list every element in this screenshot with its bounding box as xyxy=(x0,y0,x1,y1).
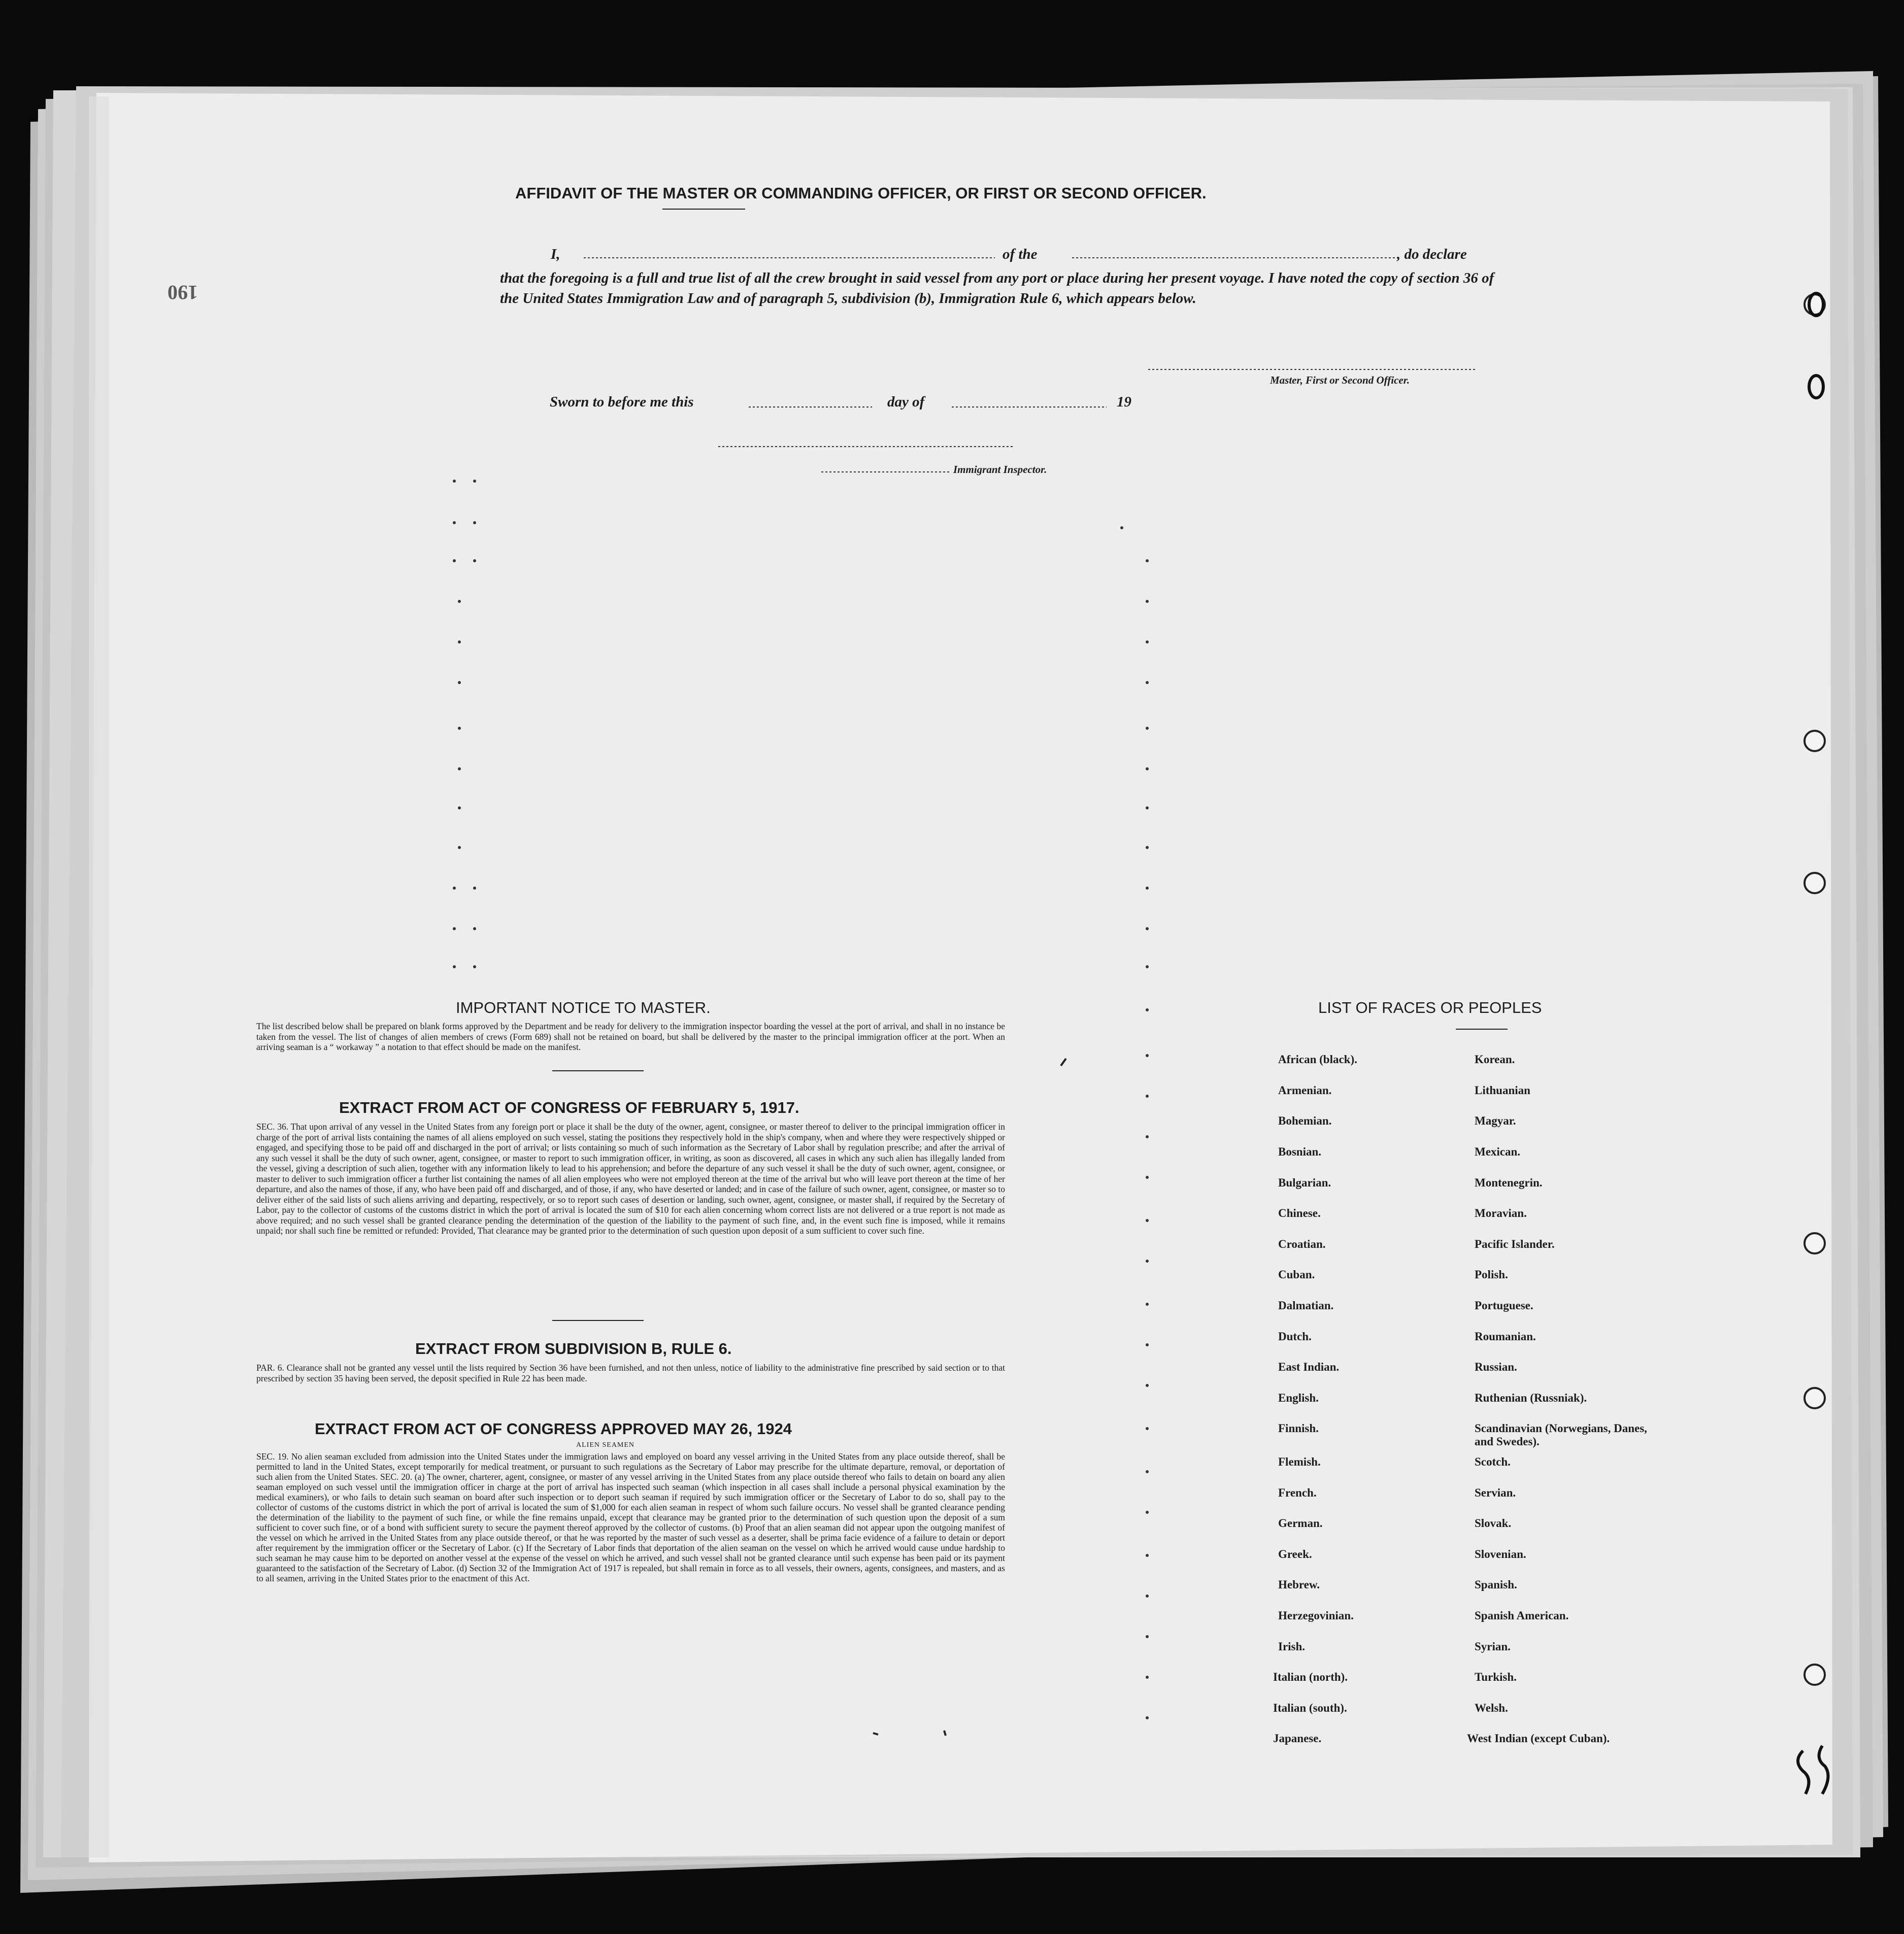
race-item: Italian (south). xyxy=(1273,1702,1347,1714)
race-item: Cuban. xyxy=(1278,1268,1315,1281)
race-item: English. xyxy=(1278,1392,1319,1404)
race-item: African (black). xyxy=(1278,1053,1357,1066)
race-item: Slovak. xyxy=(1475,1517,1512,1530)
race-item: Polish. xyxy=(1475,1268,1508,1281)
race-item: German. xyxy=(1278,1517,1323,1530)
race-item: Italian (north). xyxy=(1273,1671,1348,1683)
race-item: Spanish. xyxy=(1475,1578,1517,1591)
race-item: Syrian. xyxy=(1475,1640,1511,1653)
affidavit-i-label: I, xyxy=(551,246,560,262)
race-item: West Indian (except Cuban). xyxy=(1467,1732,1610,1745)
affidavit-declare-label: , do declare xyxy=(1397,246,1467,262)
race-item: Russian. xyxy=(1475,1361,1517,1373)
inspector-label: Immigrant Inspector. xyxy=(953,463,1047,476)
race-item: Welsh. xyxy=(1475,1702,1508,1714)
race-item: Armenian. xyxy=(1278,1084,1332,1097)
margin-number: 190 xyxy=(168,281,198,304)
race-item: Servian. xyxy=(1475,1486,1516,1499)
sworn-prefix: Sworn to before me this xyxy=(550,394,694,410)
extract-rule6-body: PAR. 6. Clearance shall not be granted any vessel until the lists required by Section 36 have been furnished, and not then unless, notice of liability to the administrative fine prescribed by said section or to that prescribed by section 35 having been served, the deposit specified in Rule 22 has been made. xyxy=(256,1363,1005,1383)
race-item: Dalmatian. xyxy=(1278,1299,1334,1312)
race-item: Croatian. xyxy=(1278,1238,1326,1250)
race-item: Finnish. xyxy=(1278,1422,1319,1435)
notice-title: IMPORTANT NOTICE TO MASTER. xyxy=(456,999,711,1016)
race-item: Greek. xyxy=(1278,1548,1312,1560)
race-item: Turkish. xyxy=(1475,1671,1517,1683)
race-item: Moravian. xyxy=(1475,1207,1527,1219)
affidavit-body: that the foregoing is a full and true list of all the crew brought in said vessel from any port or place during her present voyage. I have noted the copy of section 36 of the United States Immigration Law and of paragraph 5, subdivision (b), Immigration Rule 6, which appears below. xyxy=(500,270,1494,307)
race-item: Portuguese. xyxy=(1475,1299,1533,1312)
race-item: Pacific Islander. xyxy=(1475,1238,1555,1250)
race-item: Spanish American. xyxy=(1475,1609,1569,1622)
affidavit-title: AFFIDAVIT OF THE MASTER OR COMMANDING OFFICER, OR FIRST OR SECOND OFFICER. xyxy=(515,184,1207,202)
race-item: Scandinavian (Norwegians, Danes, and Swedes). xyxy=(1475,1422,1647,1448)
race-item: Herzegovinian. xyxy=(1278,1609,1354,1622)
race-item: Bulgarian. xyxy=(1278,1176,1331,1189)
race-item: French. xyxy=(1278,1486,1317,1499)
race-item: Chinese. xyxy=(1278,1207,1321,1219)
race-item: Mexican. xyxy=(1475,1145,1521,1158)
extract-rule6-title: EXTRACT FROM SUBDIVISION B, RULE 6. xyxy=(415,1340,732,1358)
extract-1917-body: SEC. 36. That upon arrival of any vessel in the United States from any foreign port or place it shall be the duty of the owner, agent, consignee, or master thereof to deliver to the principal immigration officer in charge of the port of arrival lists containing the names of all aliens employed on such vessel, stating the positions they respectively hold in the ship's company, when and where they were respectively shipped or engaged, and specifying those to be paid off and discharged in the port of arrival; or lists containing so much of such information as the Secretary of Labor shall by regulation prescribe; and after the arrival of any such vessel it shall be the duty of such owner, agent, consignee, or master to report to such immigration officer, in writing, as soon as discovered, all cases in which any such alien has illegally landed from the vessel, giving a description of such alien, together with any information likely to lead to his apprehension; and before the departure of any such vessel it shall be the duty of such owner, agent, consignee, or master to deliver to such immigration officer a further list containing the names of all alien employees who were not employed thereon at the time of the arrival but who will leave port thereon at the time of her departure, and also the names of those, if any, who have been paid off and discharged, and of those, if any, who have deserted or landed; and in case of the failure of such owner, agent, consignee, or master so to deliver either of the said lists of such aliens arriving and departing, respectively, or so to report such cases of desertion or landing, such owner, agent, consignee, or master shall, if required by the Secretary of Labor, pay to the collector of customs of the customs district in which the port of arrival is located the sum of $10 for each alien concerning whom correct lists are not delivered or a true report is not made as above required; and no such vessel shall be granted clearance pending the determination of the question of the liability to the payment of such fine, and, in the event such fine is imposed, while it remains unpaid; nor shall such fine be remitted or refunded: Provided, That clearance may be granted prior to the determination of such question upon deposit of a sum sufficient to cover such fine. xyxy=(256,1122,1005,1236)
sworn-day-of: day of xyxy=(887,394,925,410)
extract-1917-title: EXTRACT FROM ACT OF CONGRESS OF FEBRUARY 5, 1917. xyxy=(339,1099,799,1116)
extract-1924-body: SEC. 19. No alien seaman excluded from admission into the United States under the immigration laws and employed on board any vessel arriving in the United States from any place outside thereof, shall be permitted to land in the United States, except temporarily for medical treatment, or pursuant to such regulations as the Secretary of Labor may prescribe for the ultimate departure, removal, or deportation of such alien from the United States. SEC. 20. (a) The owner, charterer, agent, consignee, or master of any vessel arriving in the United States from any place outside thereof who fails to detain on board any alien seaman employed on such vessel until the immigration officer in charge at the port of arrival has inspected such seaman (which inspection in all cases shall include a personal physical examination by the medical examiners), or who fails to detain such seaman on board after such inspection or to deport such seaman if required by such immigration officer or the Secretary of Labor to do so, shall pay to the collector of customs of the customs district in which the port of arrival is located the sum of $1,000 for each alien seaman in respect of whom such failure occurs. No vessel shall be granted clearance pending the determination of the liability to the payment of such fine, or while the fine remains unpaid, except that clearance may be granted prior to the determination of such question upon the deposit of a sum sufficient to cover such fine, or of a bond with sufficient surety to secure the payment thereof approved by the collector of customs. (b) Proof that an alien seaman did not appear upon the outgoing manifest of the vessel on which he arrived in the United States from any place outside thereof, or that he was reported by the master of such vessel as a deserter, shall be prima facie evidence of a failure to detain or deport after requirement by the immigration officer or the Secretary of Labor. (c) If the Secretary of Labor finds that deportation of the alien seaman on the vessel on which he arrived would cause undue hardship to such seaman he may cause him to be deported on another vessel at the expense of the vessel on which he arrived, and such vessel shall not be granted clearance until such expense has been paid or its payment guaranteed to the satisfaction of the Secretary of Labor. (d) Section 32 of the Immigration Act of 1917 is repealed, but shall remain in force as to all vessels, their owners, agents, consignees, and masters, and as to all seamen, arriving in the United States prior to the enactment of this Act. xyxy=(256,1451,1005,1583)
race-item: Slovenian. xyxy=(1475,1548,1526,1560)
race-item: Dutch. xyxy=(1278,1330,1312,1343)
race-item: Japanese. xyxy=(1273,1732,1322,1745)
race-item: Flemish. xyxy=(1278,1455,1321,1468)
race-item: Korean. xyxy=(1475,1053,1515,1066)
race-item: Lithuanian xyxy=(1475,1084,1530,1097)
race-item: Roumanian. xyxy=(1475,1330,1536,1343)
race-item: Ruthenian (Russniak). xyxy=(1475,1392,1587,1404)
master-signature-label: Master, First or Second Officer. xyxy=(1270,374,1410,386)
races-title: LIST OF RACES OR PEOPLES xyxy=(1318,999,1542,1016)
sworn-year: 19 xyxy=(1117,394,1131,410)
race-item: Bohemian. xyxy=(1278,1114,1332,1127)
affidavit-of-the-label: of the xyxy=(1003,246,1038,262)
race-item: Montenegrin. xyxy=(1475,1176,1543,1189)
extract-1924-subtitle: ALIEN SEAMEN xyxy=(576,1441,635,1449)
notice-body: The list described below shall be prepared on blank forms approved by the Department and be ready for delivery to the immigration inspector boarding the vessel at the port of arrival, and shall in no instance be taken from the vessel. The list of changes of alien members of crews (Form 689) shall not be retained on board, but shall be delivered by the master to the principal immigration officer at the port. When an arriving seaman is a “ workaway ” a notation to that effect should be made on the manifest. xyxy=(256,1021,1005,1052)
extract-1924-title: EXTRACT FROM ACT OF CONGRESS APPROVED MAY 26, 1924 xyxy=(315,1420,792,1438)
race-item: Irish. xyxy=(1278,1640,1306,1653)
race-item: Hebrew. xyxy=(1278,1578,1320,1591)
race-item: East Indian. xyxy=(1278,1361,1340,1373)
race-item: Bosnian. xyxy=(1278,1145,1322,1158)
race-item: Scotch. xyxy=(1475,1455,1511,1468)
race-item: Magyar. xyxy=(1475,1114,1516,1127)
